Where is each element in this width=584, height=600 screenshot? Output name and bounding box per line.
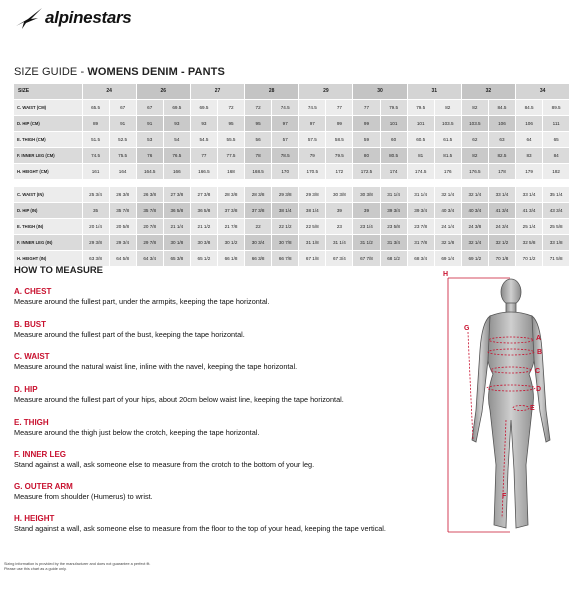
size-header-30: 30	[353, 84, 407, 99]
table-cell: 20 1/4	[82, 218, 109, 234]
table-cell: 84.5	[488, 99, 515, 115]
table-cell: 97	[272, 115, 299, 131]
table-cell: 66 3/8	[245, 250, 272, 266]
table-cell: 39	[326, 202, 353, 218]
measure-description: Measure around the fullest part of the bust, keeping the tape horizontal.	[14, 330, 245, 339]
table-cell: 41 3/4	[488, 202, 515, 218]
table-cell: 64	[516, 131, 543, 147]
table-cell: 29 3/4	[109, 234, 136, 250]
table-cell: 36 5/8	[190, 202, 217, 218]
table-cell: 69.5	[190, 99, 217, 115]
table-cell: 23 7/8	[407, 218, 434, 234]
row-label: H. HEIGHT (IN)	[14, 250, 82, 266]
table-cell: 103.5	[461, 115, 488, 131]
footnote	[4, 562, 150, 572]
table-cell: 68 3/4	[407, 250, 434, 266]
svg-text:D: D	[536, 386, 542, 393]
table-cell: 33 1/4	[516, 186, 543, 202]
table-cell: 31 1/8	[299, 234, 326, 250]
size-header-27: 27	[190, 84, 244, 99]
table-cell: 35 1/4	[543, 186, 570, 202]
brand-name: alpinestars	[45, 8, 132, 27]
table-cell: 170.5	[299, 163, 326, 179]
measure-description: Measure around the thigh just below the crotch, keeping the tape horizontal.	[14, 428, 260, 437]
table-cell: 74.5	[299, 99, 326, 115]
table-cell: 32 1/4	[461, 186, 488, 202]
measure-heading: F. INNER LEG	[14, 450, 67, 459]
table-cell: 60	[380, 131, 407, 147]
table-cell: 20 7/8	[136, 218, 163, 234]
table-cell: 80	[353, 147, 380, 163]
table-cell: 30 3/8	[353, 186, 380, 202]
table-cell: 54.5	[190, 131, 217, 147]
table-cell: 89.5	[543, 99, 570, 115]
table-cell: 70 1/8	[488, 250, 515, 266]
measure-heading: B. BUST	[14, 320, 46, 329]
table-cell: 75.5	[109, 147, 136, 163]
row-label: H. HEIGHT (CM)	[14, 163, 82, 179]
measure-description: Stand against a wall, ask someone else to measure from the floor to the top of your head, keeping the tape vertical.	[14, 524, 386, 533]
table-cell: 106	[516, 115, 543, 131]
female-body-measurement-figure-icon	[440, 270, 570, 540]
table-cell: 78	[245, 147, 272, 163]
table-row	[14, 163, 570, 179]
svg-text:H: H	[443, 271, 449, 278]
measure-heading: G. OUTER ARM	[14, 482, 73, 491]
table-spacer	[14, 179, 570, 186]
table-row	[14, 234, 570, 250]
measure-heading: H. HEIGHT	[14, 514, 55, 523]
table-cell: 30 3/8	[190, 234, 217, 250]
table-row	[14, 218, 570, 234]
table-cell: 24 3/4	[488, 218, 515, 234]
row-label: E. THIGH (CM)	[14, 131, 82, 147]
table-cell: 99	[326, 115, 353, 131]
table-cell: 80.5	[380, 147, 407, 163]
table-cell: 57.5	[299, 131, 326, 147]
table-cell: 32 1/8	[434, 234, 461, 250]
table-cell: 28 3/8	[217, 186, 244, 202]
table-cell: 95	[245, 115, 272, 131]
table-cell: 32 5/8	[516, 234, 543, 250]
table-cell: 24 3/8	[461, 218, 488, 234]
measure-item	[14, 450, 434, 469]
table-cell: 31 3/4	[380, 234, 407, 250]
alpinestars-star-logo-icon	[14, 6, 44, 30]
table-cell: 31 1/4	[326, 234, 353, 250]
table-cell: 97	[299, 115, 326, 131]
footnote-line-1: Sizing information is provided by the manufacturer and does not guarantee a perfect fit.	[4, 562, 151, 566]
table-cell: 31 1/4	[380, 186, 407, 202]
table-cell: 32 1/2	[488, 234, 515, 250]
measure-heading: E. THIGH	[14, 418, 49, 427]
table-cell: 79.5	[326, 147, 353, 163]
measure-description: Measure around the natural waist line, inline with the navel, keeping the tape horizontal.	[14, 362, 298, 371]
table-cell: 74.5	[272, 99, 299, 115]
table-cell: 170	[272, 163, 299, 179]
row-label: D. HIP (IN)	[14, 202, 82, 218]
table-cell: 35 7/8	[136, 202, 163, 218]
how-to-title: HOW TO MEASURE	[14, 265, 104, 276]
size-header-26: 26	[136, 84, 190, 99]
size-header-28: 28	[245, 84, 299, 99]
table-cell: 33 1/4	[488, 186, 515, 202]
title-bold: WOMENS DENIM - PANTS	[87, 66, 225, 78]
table-cell: 77	[326, 99, 353, 115]
table-cell: 66 1/8	[217, 250, 244, 266]
table-cell: 69 1/2	[461, 250, 488, 266]
table-row	[14, 115, 570, 131]
table-cell: 59	[353, 131, 380, 147]
table-cell: 164	[109, 163, 136, 179]
size-header-row	[14, 84, 570, 99]
table-cell: 52.5	[109, 131, 136, 147]
table-cell: 65	[543, 131, 570, 147]
table-cell: 178	[488, 163, 515, 179]
table-cell: 82	[434, 99, 461, 115]
table-cell: 174	[380, 163, 407, 179]
svg-text:C: C	[535, 368, 541, 375]
table-cell: 37 3/8	[217, 202, 244, 218]
table-cell: 95	[217, 115, 244, 131]
table-cell: 77.5	[217, 147, 244, 163]
svg-text:B: B	[537, 349, 543, 356]
table-cell: 20 5/8	[109, 218, 136, 234]
measure-item	[14, 320, 434, 339]
table-cell: 54	[163, 131, 190, 147]
table-cell: 67 1/8	[299, 250, 326, 266]
table-cell: 38 1/4	[272, 202, 299, 218]
table-cell: 65 3/8	[163, 250, 190, 266]
table-cell: 37 3/8	[245, 202, 272, 218]
table-cell: 69 1/4	[434, 250, 461, 266]
table-cell: 111	[543, 115, 570, 131]
table-cell: 32 1/4	[461, 234, 488, 250]
row-label: F. INNER LEG (IN)	[14, 234, 82, 250]
table-cell: 103.5	[434, 115, 461, 131]
table-cell: 68 1/2	[380, 250, 407, 266]
table-cell: 164.5	[136, 163, 163, 179]
table-cell: 82	[461, 99, 488, 115]
table-row	[14, 131, 570, 147]
table-cell: 182	[543, 163, 570, 179]
table-cell: 176.5	[461, 163, 488, 179]
table-cell: 176	[434, 163, 461, 179]
measure-heading: A. CHEST	[14, 287, 52, 296]
table-cell: 99	[353, 115, 380, 131]
table-cell: 30 3/8	[326, 186, 353, 202]
table-cell: 29 3/8	[299, 186, 326, 202]
table-cell: 31 7/8	[407, 234, 434, 250]
row-label: D. HIP (CM)	[14, 115, 82, 131]
table-cell: 31 1/4	[407, 186, 434, 202]
table-cell: 24 1/4	[434, 218, 461, 234]
table-cell: 30 1/2	[217, 234, 244, 250]
measure-heading: C. WAIST	[14, 352, 50, 361]
table-cell: 30 3/4	[245, 234, 272, 250]
table-cell: 72	[245, 99, 272, 115]
table-cell: 168	[217, 163, 244, 179]
table-cell: 83	[516, 147, 543, 163]
table-cell: 30 1/8	[163, 234, 190, 250]
table-cell: 67 7/8	[353, 250, 380, 266]
table-row	[14, 202, 570, 218]
table-cell: 81.5	[434, 147, 461, 163]
table-cell: 172	[326, 163, 353, 179]
table-cell: 67 3/4	[326, 250, 353, 266]
table-cell: 74.5	[82, 147, 109, 163]
table-cell: 106	[488, 115, 515, 131]
table-cell: 79	[299, 147, 326, 163]
table-cell: 84.5	[516, 99, 543, 115]
table-cell: 101	[407, 115, 434, 131]
table-cell: 30 7/8	[272, 234, 299, 250]
table-cell: 23 1/4	[353, 218, 380, 234]
measure-item	[14, 514, 434, 533]
svg-text:E: E	[530, 405, 535, 412]
table-cell: 101	[380, 115, 407, 131]
table-cell: 31 1/2	[353, 234, 380, 250]
svg-text:G: G	[464, 325, 470, 332]
table-cell: 21 1/4	[163, 218, 190, 234]
svg-text:F: F	[502, 493, 507, 500]
row-label: C. WAIST (CM)	[14, 99, 82, 115]
size-corner-label: SIZE	[14, 84, 82, 99]
table-cell: 29 3/8	[82, 234, 109, 250]
table-cell: 60.5	[407, 131, 434, 147]
table-cell: 29 3/8	[272, 186, 299, 202]
table-cell: 72	[217, 99, 244, 115]
size-table-body	[14, 99, 570, 266]
table-cell: 174.5	[407, 163, 434, 179]
table-spacer-row	[14, 179, 570, 186]
table-cell: 22 1/2	[272, 218, 299, 234]
table-cell: 63 3/8	[82, 250, 109, 266]
table-cell: 26 3/8	[136, 186, 163, 202]
table-cell: 69.5	[163, 99, 190, 115]
table-cell: 64 3/4	[136, 250, 163, 266]
table-cell: 62	[461, 131, 488, 147]
table-cell: 25 5/8	[543, 218, 570, 234]
table-cell: 70 1/2	[516, 250, 543, 266]
table-cell: 172.5	[353, 163, 380, 179]
measure-description: Measure around the fullest part, under the armpits, keeping the tape horizontal.	[14, 297, 270, 306]
table-cell: 89	[82, 115, 109, 131]
table-cell: 166	[163, 163, 190, 179]
size-table	[14, 84, 570, 267]
table-cell: 57	[272, 131, 299, 147]
table-cell: 23	[326, 218, 353, 234]
table-cell: 23 5/8	[380, 218, 407, 234]
table-cell: 56	[245, 131, 272, 147]
table-cell: 77	[353, 99, 380, 115]
table-cell: 78.5	[272, 147, 299, 163]
measure-item	[14, 352, 434, 371]
table-cell: 43 3/4	[543, 202, 570, 218]
table-cell: 22 5/8	[299, 218, 326, 234]
table-cell: 76	[136, 147, 163, 163]
size-header-24: 24	[82, 84, 136, 99]
table-cell: 26 3/8	[109, 186, 136, 202]
table-cell: 65.5	[82, 99, 109, 115]
table-cell: 166.5	[190, 163, 217, 179]
measure-item	[14, 287, 434, 306]
table-cell: 61.5	[434, 131, 461, 147]
table-cell: 93	[190, 115, 217, 131]
table-cell: 27 3/8	[163, 186, 190, 202]
table-row	[14, 147, 570, 163]
table-cell: 40 3/4	[461, 202, 488, 218]
table-cell: 79.5	[407, 99, 434, 115]
row-label: E. THIGH (IN)	[14, 218, 82, 234]
size-header-29: 29	[299, 84, 353, 99]
table-cell: 93	[163, 115, 190, 131]
table-cell: 29 7/8	[136, 234, 163, 250]
table-cell: 25 1/4	[516, 218, 543, 234]
measure-item	[14, 385, 434, 404]
table-cell: 65 1/2	[190, 250, 217, 266]
table-cell: 40 3/4	[434, 202, 461, 218]
size-header-31: 31	[407, 84, 461, 99]
table-cell: 38 1/4	[299, 202, 326, 218]
table-cell: 81	[407, 147, 434, 163]
measure-item	[14, 482, 434, 501]
table-cell: 82	[461, 147, 488, 163]
table-cell: 64 5/8	[109, 250, 136, 266]
table-cell: 71 5/8	[543, 250, 570, 266]
measure-heading: D. HIP	[14, 385, 38, 394]
table-cell: 27 3/8	[190, 186, 217, 202]
size-header-32: 32	[461, 84, 515, 99]
footnote-line-2: Please use this chart as a guide only.	[4, 567, 67, 571]
table-cell: 21 1/2	[190, 218, 217, 234]
table-cell: 25 3/4	[82, 186, 109, 202]
measure-description: Measure around the fullest part of your hips, about 20cm below waist line, keeping the tape horizontal.	[14, 395, 344, 404]
table-cell: 91	[109, 115, 136, 131]
size-header-34: 34	[516, 84, 570, 99]
table-cell: 63	[488, 131, 515, 147]
table-cell: 35	[82, 202, 109, 218]
table-cell: 39 3/4	[380, 202, 407, 218]
table-cell: 91	[136, 115, 163, 131]
table-cell: 79.5	[380, 99, 407, 115]
svg-text:A: A	[536, 335, 542, 342]
table-cell: 39	[353, 202, 380, 218]
table-cell: 168.5	[245, 163, 272, 179]
table-cell: 58.5	[326, 131, 353, 147]
table-cell: 53	[136, 131, 163, 147]
measure-item	[14, 418, 434, 437]
table-cell: 39 3/4	[407, 202, 434, 218]
table-cell: 179	[516, 163, 543, 179]
table-cell: 67	[136, 99, 163, 115]
table-cell: 32 1/4	[434, 186, 461, 202]
row-label: F. INNER LEG (CM)	[14, 147, 82, 163]
page-title	[14, 66, 225, 78]
table-cell: 35 7/8	[109, 202, 136, 218]
table-row	[14, 99, 570, 115]
table-cell: 161	[82, 163, 109, 179]
table-cell: 33 1/8	[543, 234, 570, 250]
table-cell: 51.5	[82, 131, 109, 147]
table-cell: 82.5	[488, 147, 515, 163]
brand-logo	[14, 6, 131, 30]
row-label: C. WAIST (IN)	[14, 186, 82, 202]
table-cell: 21 7/8	[217, 218, 244, 234]
title-prefix: SIZE GUIDE -	[14, 66, 88, 78]
table-row	[14, 186, 570, 202]
table-cell: 55.5	[217, 131, 244, 147]
table-cell: 22	[245, 218, 272, 234]
table-row	[14, 250, 570, 266]
table-cell: 66 7/8	[272, 250, 299, 266]
table-cell: 36 5/8	[163, 202, 190, 218]
table-cell: 76.5	[163, 147, 190, 163]
measure-description: Stand against a wall, ask someone else to measure from the crotch to the bottom of your leg.	[14, 460, 315, 469]
measure-description: Measure from shoulder (Humerus) to wrist.	[14, 492, 153, 501]
table-cell: 41 3/4	[516, 202, 543, 218]
table-cell: 84	[543, 147, 570, 163]
table-cell: 77	[190, 147, 217, 163]
table-cell: 67	[109, 99, 136, 115]
table-cell: 28 3/8	[245, 186, 272, 202]
